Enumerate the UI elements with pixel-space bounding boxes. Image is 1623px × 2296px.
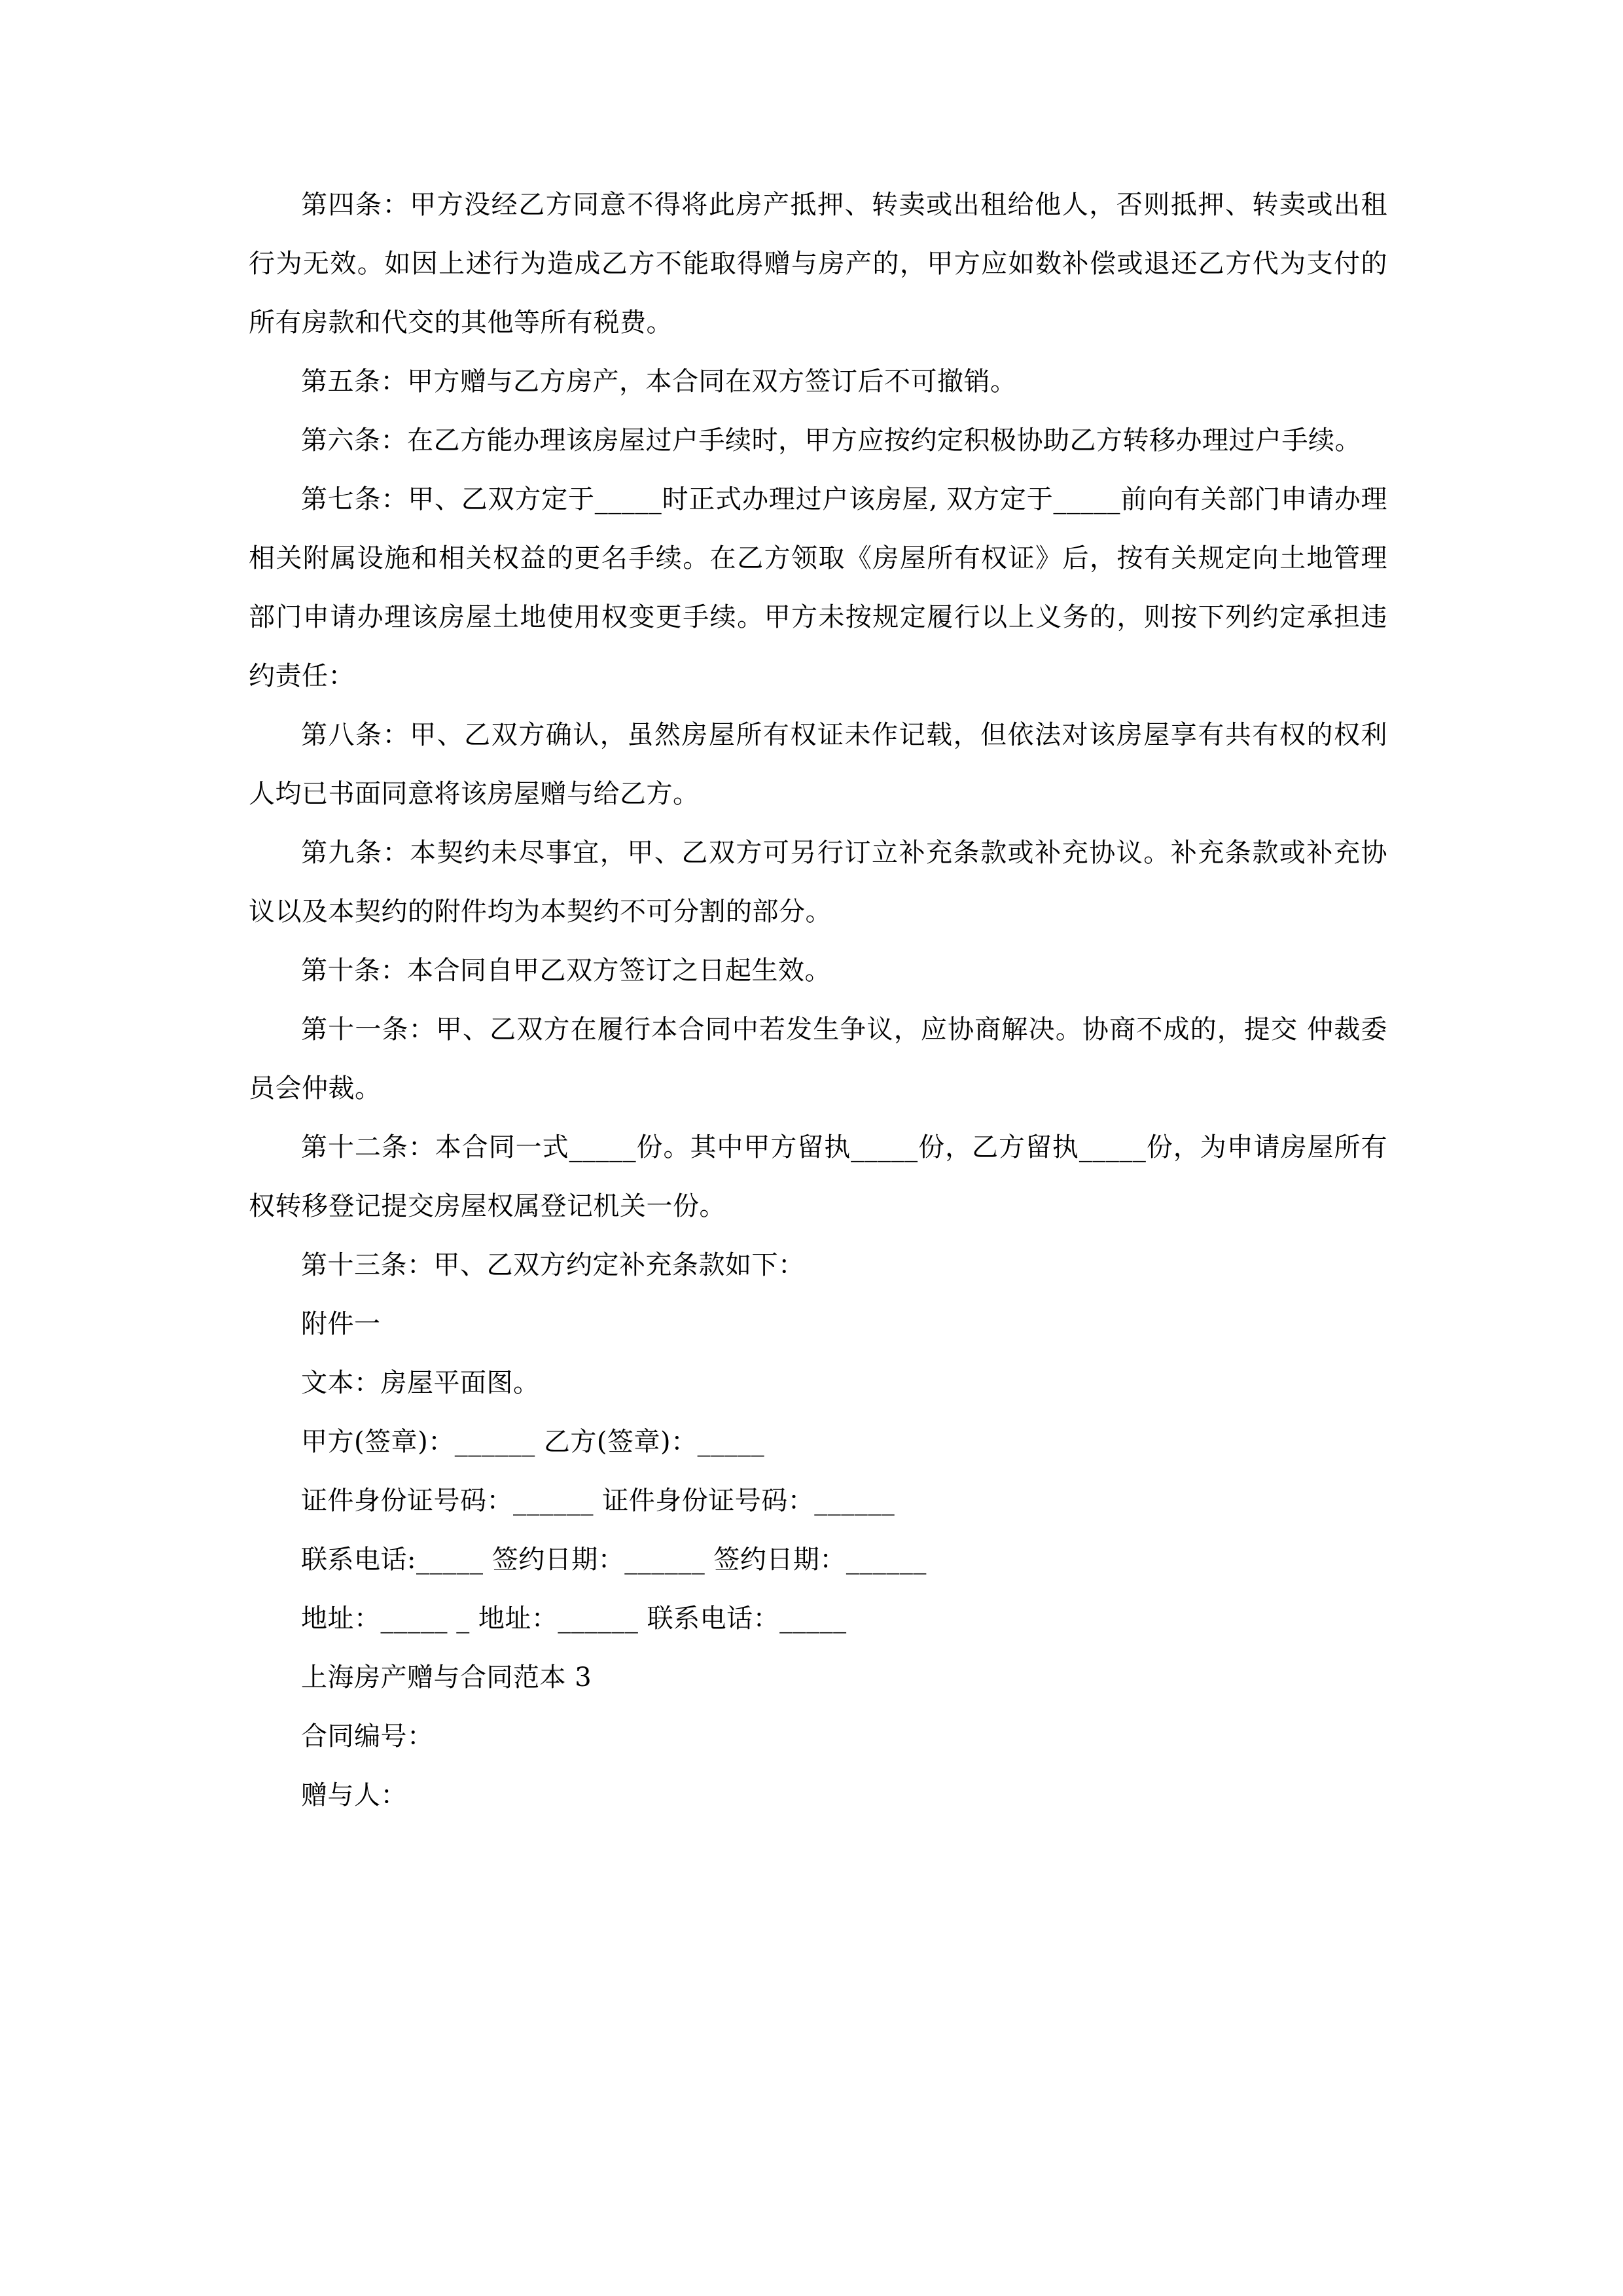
document-body	[249, 175, 1387, 1825]
signature-line-phone-date: 联系电话:_____ 签约日期：______ 签约日期：______	[301, 1545, 927, 1575]
paragraph-clause-4: 第四条：甲方没经乙方同意不得将此房产抵押、转卖或出租给他人，否则抵押、转卖或出租行为无效。如因上述行为造成乙方不能取得赠与房产的，甲方应如数补偿或退还乙方代为支付的所有房款和代交的其他等所有税费。	[249, 190, 1387, 338]
paragraph-clause-11: 第十一条：甲、乙双方在履行本合同中若发生争议，应协商解决。协商不成的，提交 仲裁委员会仲裁。	[249, 1014, 1387, 1103]
paragraph-clause-7: 第七条：甲、乙双方定于_____时正式办理过户该房屋, 双方定于_____前向有关部门申请办理相关附属设施和相关权益的更名手续。在乙方领取《房屋所有权证》后，按有关规定向土地管理部门申请办理该房屋土地使用权变更手续。甲方未按规定履行以上义务的，则按下列约定承担违约责任：	[249, 484, 1387, 691]
signature-line-id-numbers: 证件身份证号码：______ 证件身份证号码：______	[301, 1486, 895, 1516]
paragraph-clause-6: 第六条：在乙方能办理该房屋过户手续时，甲方应按约定积极协助乙方转移办理过户手续。	[301, 425, 1361, 456]
section-title-sample-3: 上海房产赠与合同范本 3	[301, 1662, 592, 1693]
paragraph-clause-12: 第十二条：本合同一式_____份。其中甲方留执_____份，乙方留执_____份，为申请房屋所有权转移登记提交房屋权属登记机关一份。	[249, 1132, 1387, 1221]
paragraph-appendix-text: 文本：房屋平面图。	[301, 1368, 540, 1398]
paragraph-clause-9: 第九条：本契约未尽事宜，甲、乙双方可另行订立补充条款或补充协议。补充条款或补充协议以及本契约的附件均为本契约不可分割的部分。	[249, 838, 1387, 927]
paragraph-clause-13: 第十三条：甲、乙双方约定补充条款如下：	[301, 1250, 805, 1280]
field-donor: 赠与人：	[301, 1780, 407, 1810]
signature-line-parties: 甲方(签章)：______ 乙方(签章)：_____	[301, 1427, 765, 1457]
paragraph-appendix-title: 附件一	[301, 1309, 381, 1339]
paragraph-clause-8: 第八条：甲、乙双方确认，虽然房屋所有权证未作记载，但依法对该房屋享有共有权的权利人均已书面同意将该房屋赠与给乙方。	[249, 720, 1387, 809]
field-contract-number: 合同编号：	[301, 1721, 434, 1751]
paragraph-clause-5: 第五条：甲方赠与乙方房产，本合同在双方签订后不可撤销。	[301, 367, 1017, 397]
signature-line-address: 地址：_____ _ 地址：______ 联系电话：_____	[301, 1604, 847, 1634]
paragraph-clause-10: 第十条：本合同自甲乙双方签订之日起生效。	[301, 956, 831, 986]
